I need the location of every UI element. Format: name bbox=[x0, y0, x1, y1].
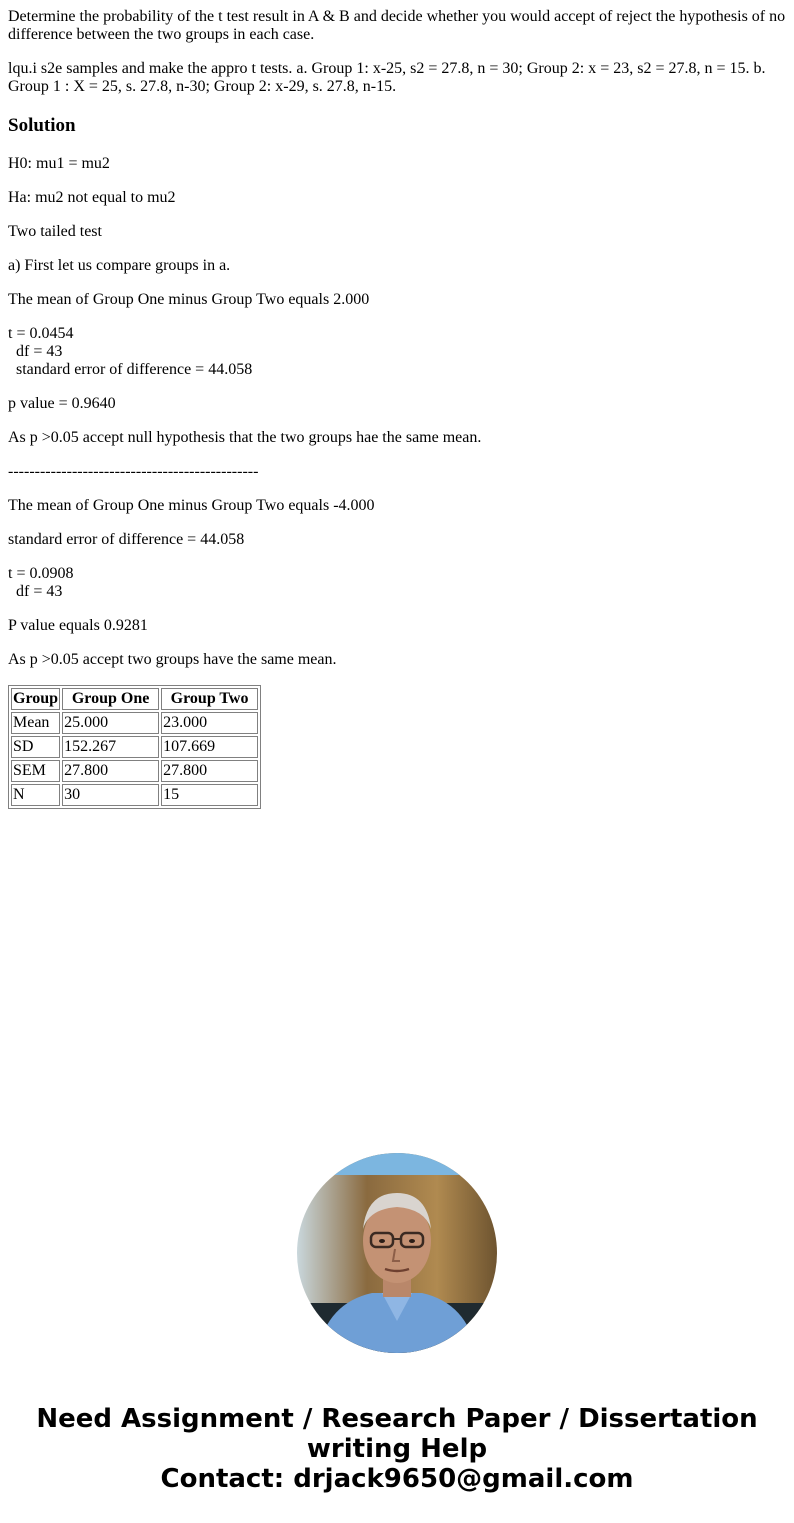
part-b-std-error: standard error of difference = 44.058 bbox=[8, 531, 245, 548]
table-header-cell: Group One bbox=[62, 688, 159, 710]
table-cell: Mean bbox=[11, 712, 60, 734]
part-a-intro: a) First let us compare groups in a. bbox=[8, 257, 231, 274]
part-b-t-value: t = 0.0908 bbox=[8, 565, 74, 582]
part-b-mean-diff: The mean of Group One minus Group Two equals -4.000 bbox=[8, 497, 375, 514]
null-hypothesis: H0: mu1 = mu2 bbox=[8, 155, 110, 172]
question-details: lqu.i s2e samples and make the appro t tests. a. Group 1: x-25, s2 = 27.8, n = 30; Group 2: x = 23, s2 = 27.8, n = 15. b. Group 1 : X = 25, s. 27.8, n-30; Group 2: x-29, s. 27.8, n-15. bbox=[8, 60, 766, 95]
part-a-df: df = 43 bbox=[16, 343, 63, 360]
table-cell: 27.800 bbox=[62, 760, 159, 782]
separator-line: ----------------------------------------------- bbox=[8, 463, 259, 480]
table-row bbox=[11, 760, 258, 782]
table-cell: SD bbox=[11, 736, 60, 758]
table-cell: 27.800 bbox=[161, 760, 258, 782]
solution-heading: Solution bbox=[8, 115, 76, 136]
table-row bbox=[11, 712, 258, 734]
part-b-df: df = 43 bbox=[16, 583, 63, 600]
author-avatar bbox=[297, 1153, 497, 1353]
part-a-mean-diff: The mean of Group One minus Group Two equals 2.000 bbox=[8, 291, 370, 308]
table-cell: 152.267 bbox=[62, 736, 159, 758]
footer-contact-banner bbox=[0, 1404, 794, 1494]
table-cell: 25.000 bbox=[62, 712, 159, 734]
footer-contact-email: Contact: drjack9650@gmail.com bbox=[160, 1464, 634, 1494]
part-a-conclusion: As p >0.05 accept null hypothesis that the two groups hae the same mean. bbox=[8, 429, 482, 446]
alt-hypothesis: Ha: mu2 not equal to mu2 bbox=[8, 189, 176, 206]
test-type: Two tailed test bbox=[8, 223, 102, 240]
table-cell: 23.000 bbox=[161, 712, 258, 734]
table-header-cell: Group Two bbox=[161, 688, 258, 710]
table-row bbox=[11, 784, 258, 806]
part-a-std-error: standard error of difference = 44.058 bbox=[16, 361, 253, 378]
group-stats-table bbox=[8, 685, 261, 809]
footer-line-1: Need Assignment / Research Paper / Dissertation bbox=[36, 1404, 758, 1434]
author-portrait bbox=[297, 1153, 497, 1353]
part-b-conclusion: As p >0.05 accept two groups have the same mean. bbox=[8, 651, 337, 668]
table-header-row bbox=[11, 688, 258, 710]
part-a-t-value: t = 0.0454 bbox=[8, 325, 74, 342]
table-cell: SEM bbox=[11, 760, 60, 782]
part-a-p-value: p value = 0.9640 bbox=[8, 395, 116, 412]
footer-line-2: writing Help bbox=[306, 1434, 488, 1464]
table-cell: N bbox=[11, 784, 60, 806]
table-cell: 107.669 bbox=[161, 736, 258, 758]
table-cell: 30 bbox=[62, 784, 159, 806]
part-b-p-value: P value equals 0.9281 bbox=[8, 617, 148, 634]
question-text: Determine the probability of the t test result in A & B and decide whether you would accept of reject the hypothesis of no difference between the two groups in each case. bbox=[8, 8, 786, 43]
table-header-cell: Group bbox=[11, 688, 60, 710]
table-row bbox=[11, 736, 258, 758]
table-cell: 15 bbox=[161, 784, 258, 806]
